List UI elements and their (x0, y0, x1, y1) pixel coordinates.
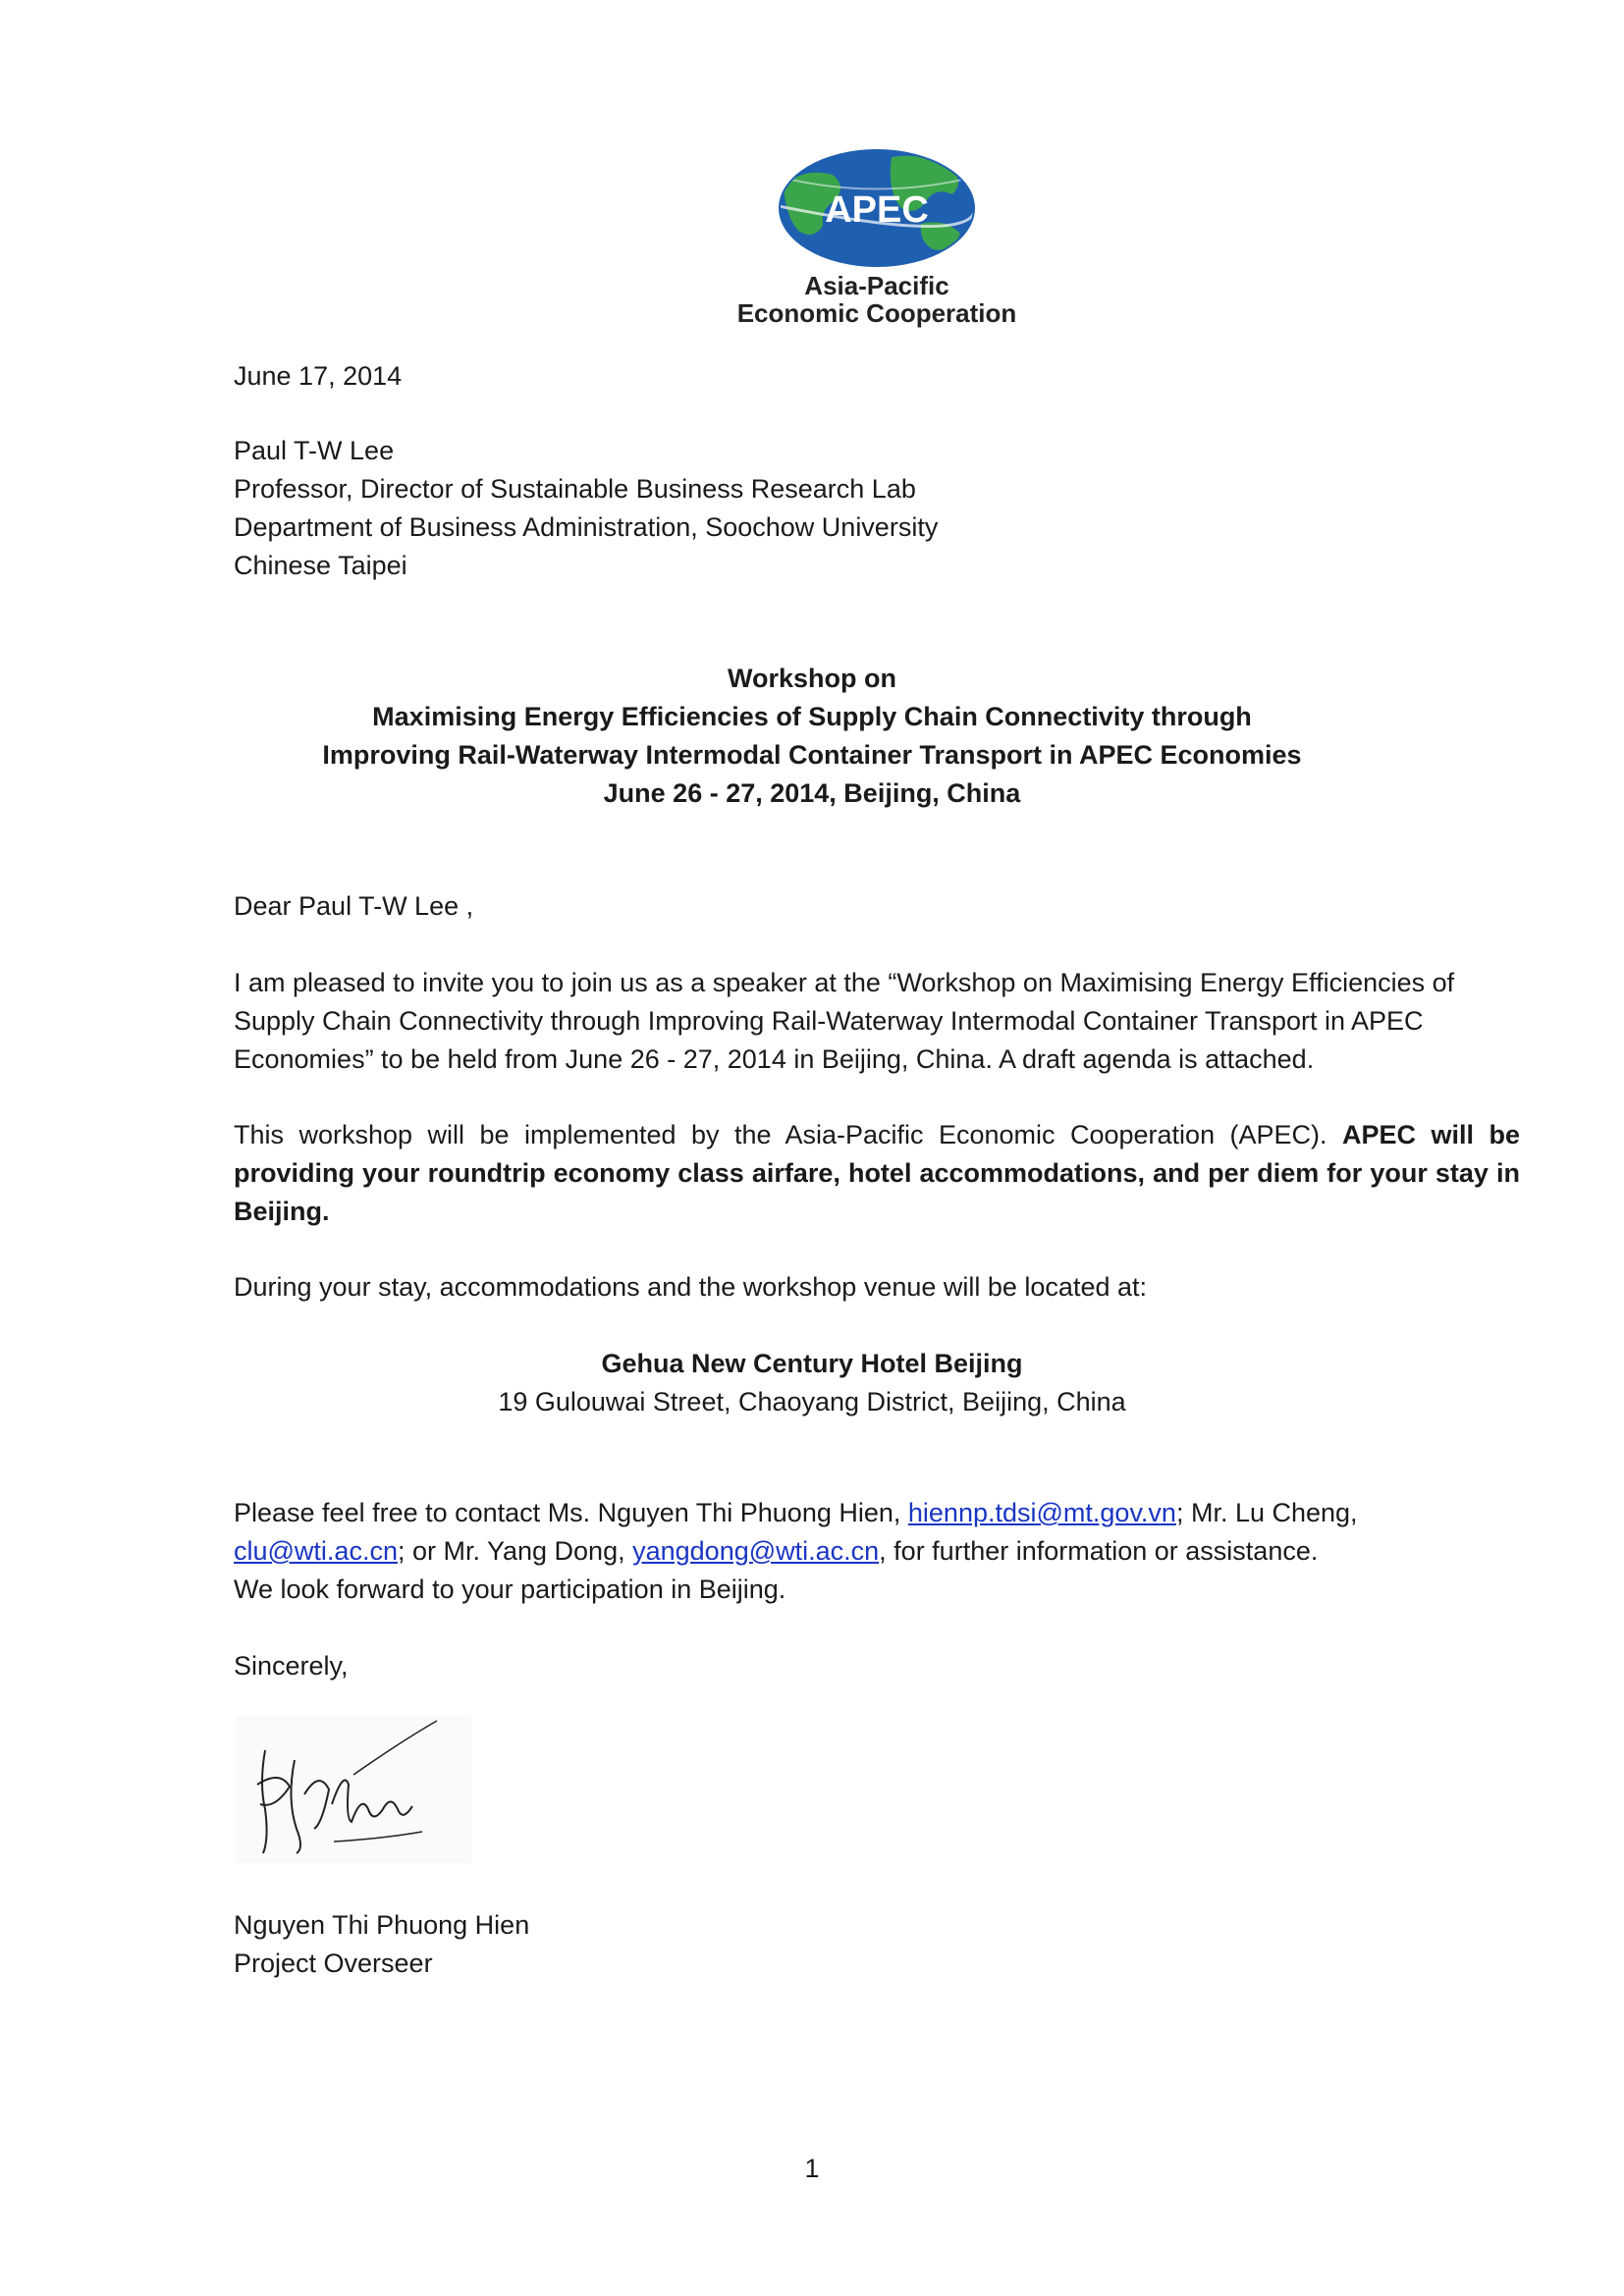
recipient-department: Department of Business Administration, Soochow University (234, 512, 939, 542)
contact-paragraph (234, 1494, 1520, 1609)
contact-text-2: ; Mr. Lu Cheng, (1175, 1498, 1358, 1527)
apec-logo (725, 147, 1029, 334)
email-link-yang-dong[interactable]: yangdong@wti.ac.cn (632, 1536, 880, 1566)
closing: Sincerely, (234, 1651, 349, 1681)
funding-details: APEC will be providing your roundtrip economy class airfare, hotel accommodations, and per diem for your stay in Beijing. (234, 1120, 1520, 1226)
apec-tagline-line2: Economic Cooperation (736, 298, 1017, 328)
salutation: Dear Paul T-W Lee , (234, 891, 474, 921)
heading-line-4: June 26 - 27, 2014, Beijing, China (603, 778, 1021, 808)
apec-acronym: APEC (825, 189, 929, 231)
heading-line-1: Workshop on (728, 664, 896, 693)
venue-block (0, 1345, 1624, 1421)
venue-name: Gehua New Century Hotel Beijing (601, 1349, 1023, 1378)
email-link-hien[interactable]: hiennp.tdsi@mt.gov.vn (907, 1498, 1176, 1527)
contact-line-3: We look forward to your participation in Beijing. (234, 1575, 786, 1604)
funding-intro: This workshop will be implemented by the Asia-Pacific Economic Cooperation (APEC). (234, 1120, 1327, 1149)
contact-text-3: ; or Mr. Yang Dong, (397, 1536, 625, 1566)
signatory-role: Project Overseer (234, 1949, 433, 1978)
contact-text-4: , for further information or assistance. (879, 1536, 1319, 1566)
letter-date: June 17, 2014 (234, 361, 403, 391)
signature-icon (236, 1716, 471, 1863)
heading-line-3: Improving Rail-Waterway Intermodal Container Transport in APEC Economies (322, 740, 1302, 770)
email-link-lu-cheng[interactable]: clu@wti.ac.cn (234, 1536, 398, 1566)
workshop-heading (0, 660, 1624, 813)
venue-address: 19 Gulouwai Street, Chaoyang District, Beijing, China (498, 1387, 1126, 1416)
page-number: 1 (804, 2154, 820, 2183)
contact-line-1 (234, 1494, 1520, 1532)
heading-line-2: Maximising Energy Efficiencies of Supply Chain Connectivity through (372, 702, 1252, 731)
recipient-location: Chinese Taipei (234, 551, 407, 580)
recipient-title: Professor, Director of Sustainable Business Research Lab (234, 474, 916, 504)
recipient-name: Paul T-W Lee (234, 436, 395, 465)
contact-line-2 (234, 1532, 1520, 1571)
venue-intro: During your stay, accommodations and the workshop venue will be located at: (234, 1272, 1147, 1302)
signature (236, 1716, 471, 1863)
apec-tagline-line1: Asia-Pacific (804, 271, 949, 300)
contact-text-1: Please feel free to contact Ms. Nguyen Thi Phuong Hien, (234, 1498, 901, 1527)
funding-paragraph (234, 1116, 1520, 1231)
invitation-paragraph: I am pleased to invite you to join us as a speaker at the “Workshop on Maximising Energy Efficiencies of Supply Chain Connectivity through Improving Rail-Waterway Intermodal Container Transport in APEC Economies” to be held from June 26 - 27, 2014 in Beijing, China. A draft agenda is attached. (234, 968, 1455, 1074)
signatory-name: Nguyen Thi Phuong Hien (234, 1910, 530, 1940)
apec-globe-icon (725, 147, 1029, 334)
